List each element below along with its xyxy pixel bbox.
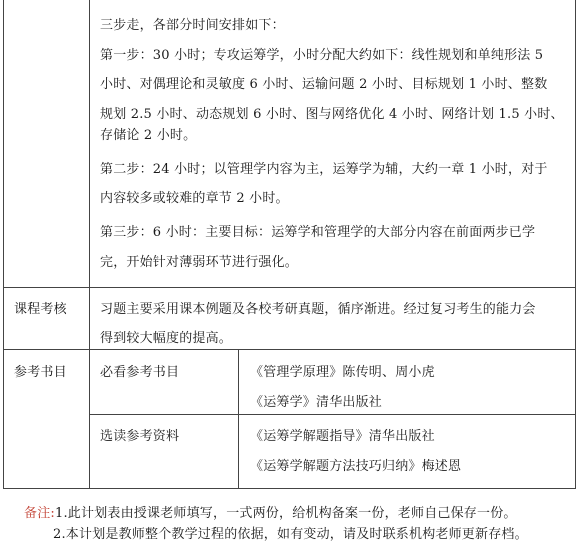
table-border-left	[3, 0, 4, 489]
notes-line-2: 2.本计划是教师整个教学过程的依据，如有变动，请及时联系机构老师更新存档。	[53, 527, 528, 542]
references-label: 参考书目	[14, 365, 67, 380]
plan-step1-line: 小时、对偶理论和灵敏度 6 小时、运输问题 2 小时、目标规划 1 小时、整数	[100, 77, 548, 92]
optional-reference: 《运筹学解题指导》清华出版社	[250, 429, 435, 444]
optional-references-label: 选读参考资料	[100, 429, 180, 444]
plan-step1-line: 存储论 2 小时。	[100, 128, 197, 143]
plan-step2-line: 第二步：24 小时；以管理学内容为主，运筹学为辅，大约一章 1 小时，对于	[100, 162, 548, 177]
plan-step2-line: 内容较多或较难的章节 2 小时。	[100, 191, 289, 206]
plan-step3-line: 完，开始针对薄弱环节进行强化。	[100, 255, 299, 270]
assessment-label: 课程考核	[14, 302, 67, 317]
table-border-bottom	[3, 488, 576, 489]
optional-reference: 《运筹学解题方法技巧归纳》梅述恩	[250, 459, 462, 474]
row-divider-references	[89, 414, 576, 415]
row-divider-plan	[3, 287, 576, 288]
plan-intro: 三步走，各部分时间安排如下：	[100, 18, 285, 33]
assessment-line: 习题主要采用课本例题及各校考研真题，循序渐进。经过复习考生的能力会	[100, 302, 536, 317]
required-references-label: 必看参考书目	[100, 365, 180, 380]
notes-line-1	[24, 502, 517, 521]
notes-label: 备注:	[24, 506, 55, 521]
plan-step1-line: 第一步：30 小时；专攻运筹学，小时分配大约如下：线性规划和单纯形法 5	[100, 48, 544, 63]
notes-text-1: 1.此计划表由授课老师填写，一式两份，给机构备案一份，老师自己保存一份。	[54, 506, 517, 521]
table-border-right	[575, 0, 576, 489]
column-divider	[89, 0, 90, 489]
required-reference: 《管理学原理》陈传明、周小虎	[250, 365, 435, 380]
plan-step1-line: 规划 2.5 小时、动态规划 6 小时、图与网络优化 4 小时、网络计划 1.5 小时、	[100, 107, 564, 122]
required-reference: 《运筹学》清华出版社	[250, 395, 383, 410]
assessment-line: 得到较大幅度的提高。	[100, 331, 233, 346]
row-divider-assessment	[3, 349, 576, 350]
plan-step3-line: 第三步：6 小时：主要目标：运筹学和管理学的大部分内容在前面两步已学	[100, 225, 536, 240]
reference-column-divider	[238, 349, 239, 489]
